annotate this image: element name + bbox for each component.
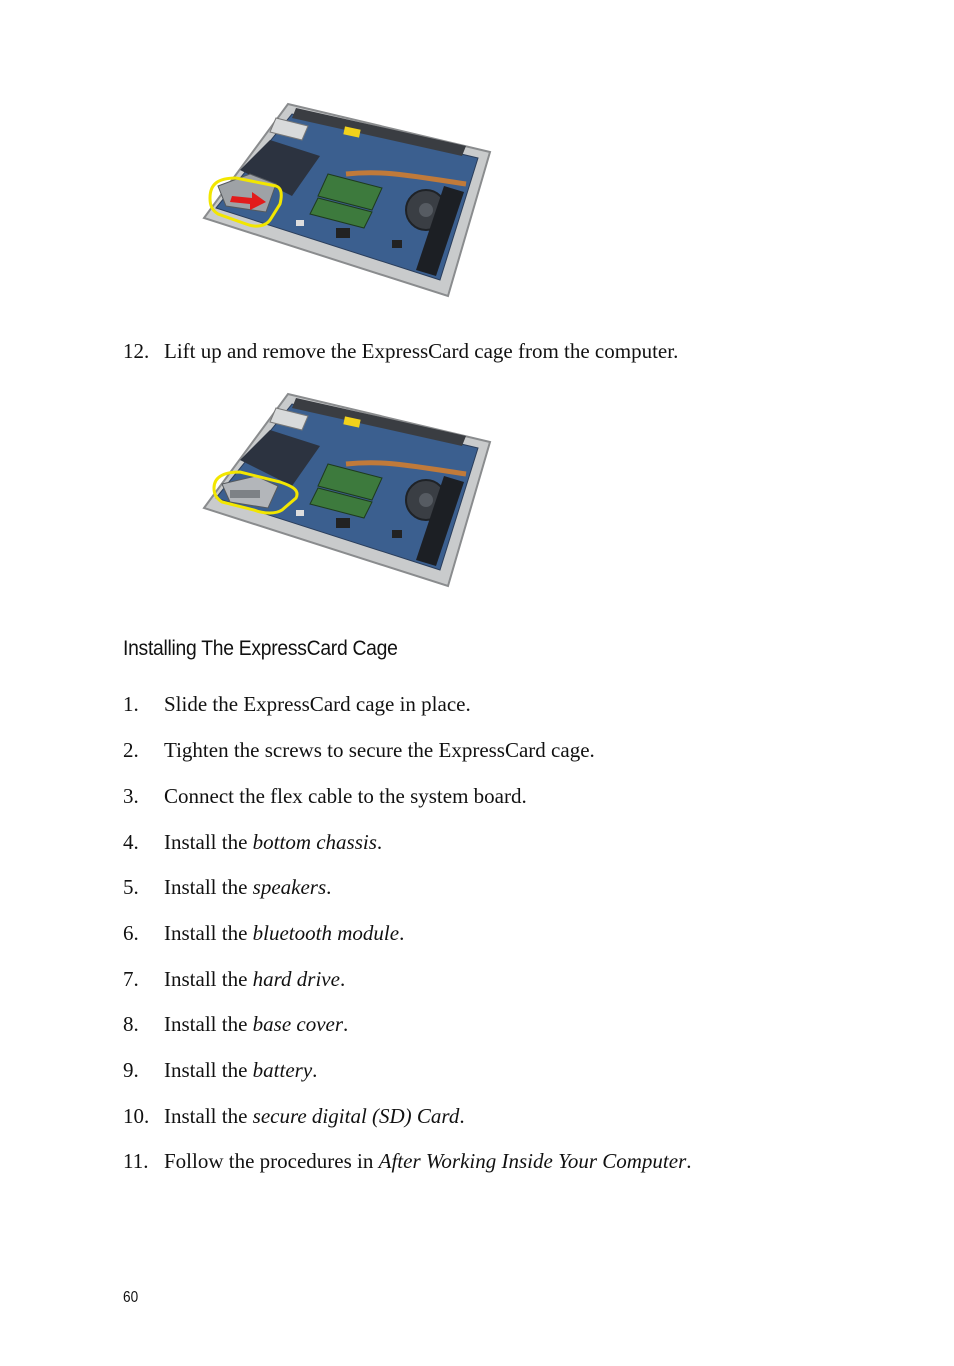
step-number: 11. bbox=[123, 1149, 149, 1173]
cross-reference-link[interactable]: speakers bbox=[252, 875, 327, 899]
figure-expresscard-lift bbox=[196, 390, 492, 588]
install-step bbox=[123, 874, 331, 900]
section-heading: Installing The ExpressCard Cage bbox=[123, 637, 398, 660]
step-text: Install the bbox=[164, 1104, 253, 1128]
cross-reference-link[interactable]: hard drive bbox=[252, 967, 340, 991]
step-number: 5. bbox=[123, 875, 139, 899]
cross-reference-link[interactable]: battery bbox=[252, 1058, 313, 1082]
step-text: Connect the flex cable to the system board. bbox=[164, 784, 527, 808]
cross-reference-link[interactable]: After Working Inside Your Computer bbox=[378, 1149, 687, 1173]
step-punctuation: . bbox=[326, 875, 332, 899]
cross-reference-link[interactable]: base cover bbox=[252, 1012, 344, 1036]
install-step bbox=[123, 1103, 465, 1129]
step-punctuation: . bbox=[459, 1104, 465, 1128]
step-number: 3. bbox=[123, 784, 139, 808]
step-number: 10. bbox=[123, 1104, 150, 1128]
install-step bbox=[123, 783, 527, 809]
step-number: 9. bbox=[123, 1058, 139, 1082]
step-punctuation: . bbox=[339, 967, 346, 991]
removal-step-12 bbox=[123, 338, 678, 364]
install-step bbox=[123, 1057, 317, 1083]
install-step bbox=[123, 966, 345, 992]
step-text: Tighten the screws to secure the ExpressCard cage. bbox=[164, 738, 595, 762]
step-text: Install the bbox=[164, 921, 253, 945]
laptop-board-illustration bbox=[196, 390, 492, 588]
install-step bbox=[123, 1011, 348, 1037]
laptop-board-illustration bbox=[196, 100, 492, 298]
step-number: 7. bbox=[123, 967, 139, 991]
page-number: 60 bbox=[123, 1289, 139, 1306]
install-step bbox=[123, 829, 382, 855]
step-punctuation: . bbox=[399, 921, 405, 945]
figure-expresscard-slide bbox=[196, 100, 492, 298]
cross-reference-link[interactable]: bluetooth module bbox=[252, 921, 400, 945]
step-number: 4. bbox=[123, 830, 139, 854]
step-punctuation: . bbox=[376, 830, 383, 854]
install-step bbox=[123, 1148, 692, 1174]
step-text: Slide the ExpressCard cage in place. bbox=[164, 692, 471, 716]
install-step bbox=[123, 691, 471, 717]
install-step bbox=[123, 920, 404, 946]
step-number: 12. bbox=[123, 339, 150, 363]
step-text: Install the bbox=[164, 875, 253, 899]
step-text: Install the bbox=[164, 1058, 253, 1082]
cross-reference-link[interactable]: secure digital (SD) Card bbox=[252, 1104, 460, 1128]
step-number: 2. bbox=[123, 738, 139, 762]
step-text: Install the bbox=[164, 967, 253, 991]
step-number: 6. bbox=[123, 921, 139, 945]
step-text: Follow the procedures in bbox=[164, 1149, 379, 1173]
step-punctuation: . bbox=[312, 1058, 318, 1082]
step-number: 8. bbox=[123, 1012, 139, 1036]
step-number: 1. bbox=[123, 692, 139, 716]
step-punctuation: . bbox=[686, 1149, 692, 1173]
cross-reference-link[interactable]: bottom chassis bbox=[252, 830, 377, 854]
step-text: Lift up and remove the ExpressCard cage from the computer. bbox=[164, 339, 679, 363]
install-step bbox=[123, 737, 595, 763]
step-punctuation: . bbox=[343, 1012, 349, 1036]
step-text: Install the bbox=[164, 830, 253, 854]
step-text: Install the bbox=[164, 1012, 253, 1036]
